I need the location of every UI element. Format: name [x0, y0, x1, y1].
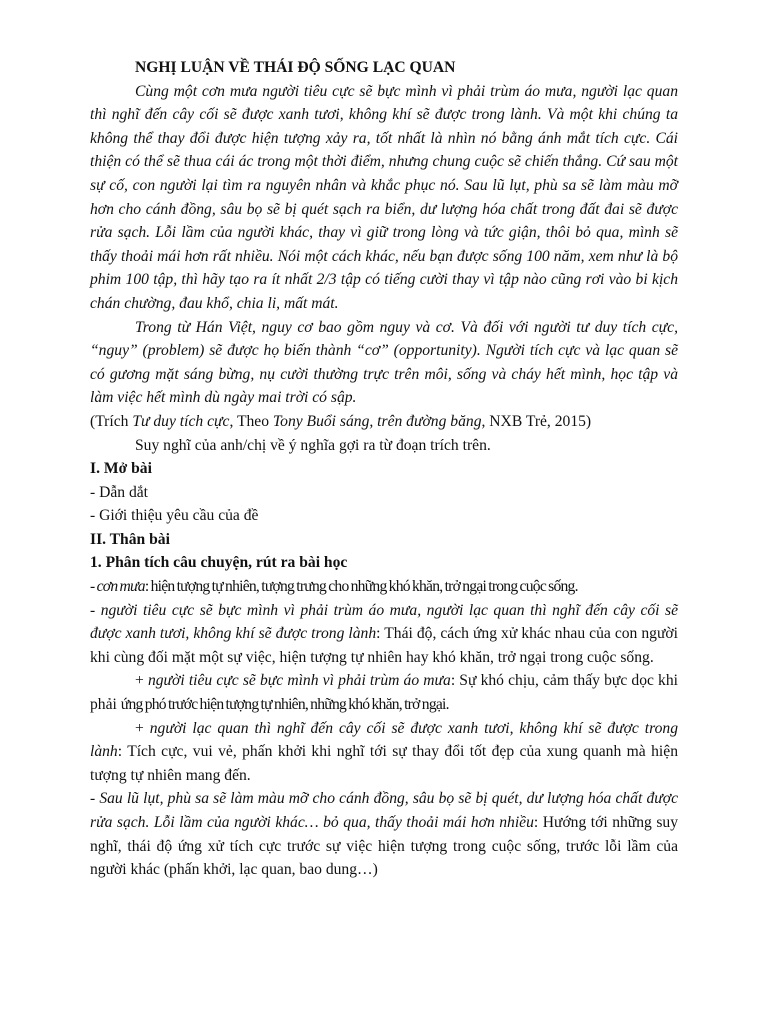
- analysis-point-aftermath: [90, 787, 678, 881]
- point-term: cơn mưa: [96, 578, 145, 596]
- section-1-item-intro: - Dẫn dắt: [90, 483, 149, 501]
- citation-source: Tony Buổi sáng, trên đường băng: [272, 412, 482, 430]
- point-text: : hiện tượng tự nhiên, tượng trưng cho những khó khăn, trở ngại trong cuộc sống.: [144, 578, 578, 596]
- citation: [90, 410, 678, 434]
- point-text: : Sự khó chịu, cảm thấy bực dọc khi phải: [90, 672, 678, 714]
- point-text: : Hướng tới những suy nghĩ, thái độ ứng xử tích cực trước sự việc hiện tượng trong cuộc sống, trước lỗi lầm của người khác (phấn khởi, lạc quan, bao dung…): [90, 814, 678, 879]
- citation-mid: , Theo: [229, 412, 273, 430]
- point-term: người lạc quan thì nghĩ đến cây cối sẽ được xanh tươi, không khí sẽ được trong lành: [90, 719, 678, 761]
- point-text: : Thái độ, cách ứng xử khác nhau của con người khi cùng đối mặt một sự việc, hiện tượng tự nhiên hay khó khăn, trở ngại trong cuộc sống.: [90, 625, 678, 666]
- section-2-subheading: 1. Phân tích câu chuyện, rút ra bài học: [90, 554, 348, 572]
- question: Suy nghĩ của anh/chị về ý nghĩa gợi ra từ đoạn trích trên.: [135, 436, 491, 454]
- point-term: Sau lũ lụt, phù sa sẽ làm màu mỡ cho cánh đồng, sâu bọ sẽ bị quét, dư lượng hóa chất được rửa sạch. Lỗi lầm của người khác… bỏ qua, thấy thoải mái hơn nhiều: [90, 790, 678, 831]
- analysis-point-optimistic: [90, 717, 678, 788]
- point-plus: +: [135, 719, 150, 737]
- passage-paragraph-2: Trong từ Hán Việt, nguy cơ bao gồm nguy và cơ. Và đối với người tư duy tích cực, “nguy” (problem) sẽ được họ biến thành “cơ” (opportunity). Người tích cực và lạc quan sẽ có gương mặt sáng bừng, nụ cười thường trực trên môi, sống và cháy hết mình, học tập và làm việc hết mình dù ngày mai trời có sập.: [90, 318, 678, 407]
- point-term: người tiêu cực sẽ bực mình vì phải trùm áo mưa, người lạc quan thì nghĩ đến cây cối sẽ được xanh tươi, không khí sẽ được trong lành: [90, 601, 678, 643]
- point-plus: +: [135, 672, 148, 690]
- section-1-item-requirement: - Giới thiệu yêu cầu của đề: [90, 507, 259, 525]
- citation-book: Tư duy tích cực: [132, 412, 230, 430]
- citation-suffix: , NXB Trẻ, 2015): [481, 412, 592, 430]
- section-2-heading: II. Thân bài: [90, 530, 170, 548]
- document-page: [90, 56, 678, 882]
- citation-prefix: (Trích: [90, 412, 133, 430]
- passage-paragraph-1: Cùng một cơn mưa người tiêu cực sẽ bực mình vì phải trùm áo mưa, người lạc quan thì nghĩ đến cây cối sẽ được xanh tươi, không khí sẽ được trong lành. Và một khi chúng ta không thể thay đổi được hiện tượng xảy ra, tốt nhất là nhìn nó bằng ánh mắt tích cực. Cái thiện có thể sẽ thua cái ác trong một thời điểm, nhưng chung cuộc sẽ chiến thắng. Cứ sau một sự cố, con người lại tìm ra nguyên nhân và khắc phục nó. Sau lũ lụt, phù sa sẽ làm màu mỡ hơn cho cánh đồng, sâu bọ sẽ bị quét sạch ra biển, dư lượng hóa chất trong đất đai sẽ được rửa sạch. Lỗi lầm của người khác, thay vì giữ trong lòng và tức giận, thôi bỏ qua, mình sẽ thấy thoải mái hơn rất nhiều. Nói một cách khác, nếu bạn được sống 100 năm, xem như là bộ phim 100 tập, thì hãy tạo ra ít nhất 2/3 tập có tiếng cười thay vì tập nào cũng rơi vào bi kịch chán chường, đau khổ, chia li, mất mát.: [90, 82, 678, 312]
- point-dash: -: [90, 790, 100, 808]
- point-dash: -: [90, 601, 101, 619]
- point-term: người tiêu cực sẽ bực mình vì phải trùm áo mưa: [147, 672, 451, 690]
- analysis-point-negative: [90, 669, 678, 716]
- analysis-point-attitudes: [90, 599, 678, 670]
- section-1-heading: I. Mở bài: [90, 460, 152, 478]
- analysis-point-rain: [90, 575, 678, 599]
- point-text-continued: ứng phó trước hiện tượng tự nhiên, những khó khăn, trở ngại.: [120, 696, 449, 714]
- point-dash: -: [90, 578, 97, 596]
- document-title: NGHỊ LUẬN VỀ THÁI ĐỘ SỐNG LẠC QUAN: [135, 59, 456, 76]
- point-text: : Tích cực, vui vẻ, phấn khởi khi nghĩ tới sự thay đổi tốt đẹp của xung quanh mà hiện tượng tự nhiên mang đến.: [90, 743, 678, 784]
